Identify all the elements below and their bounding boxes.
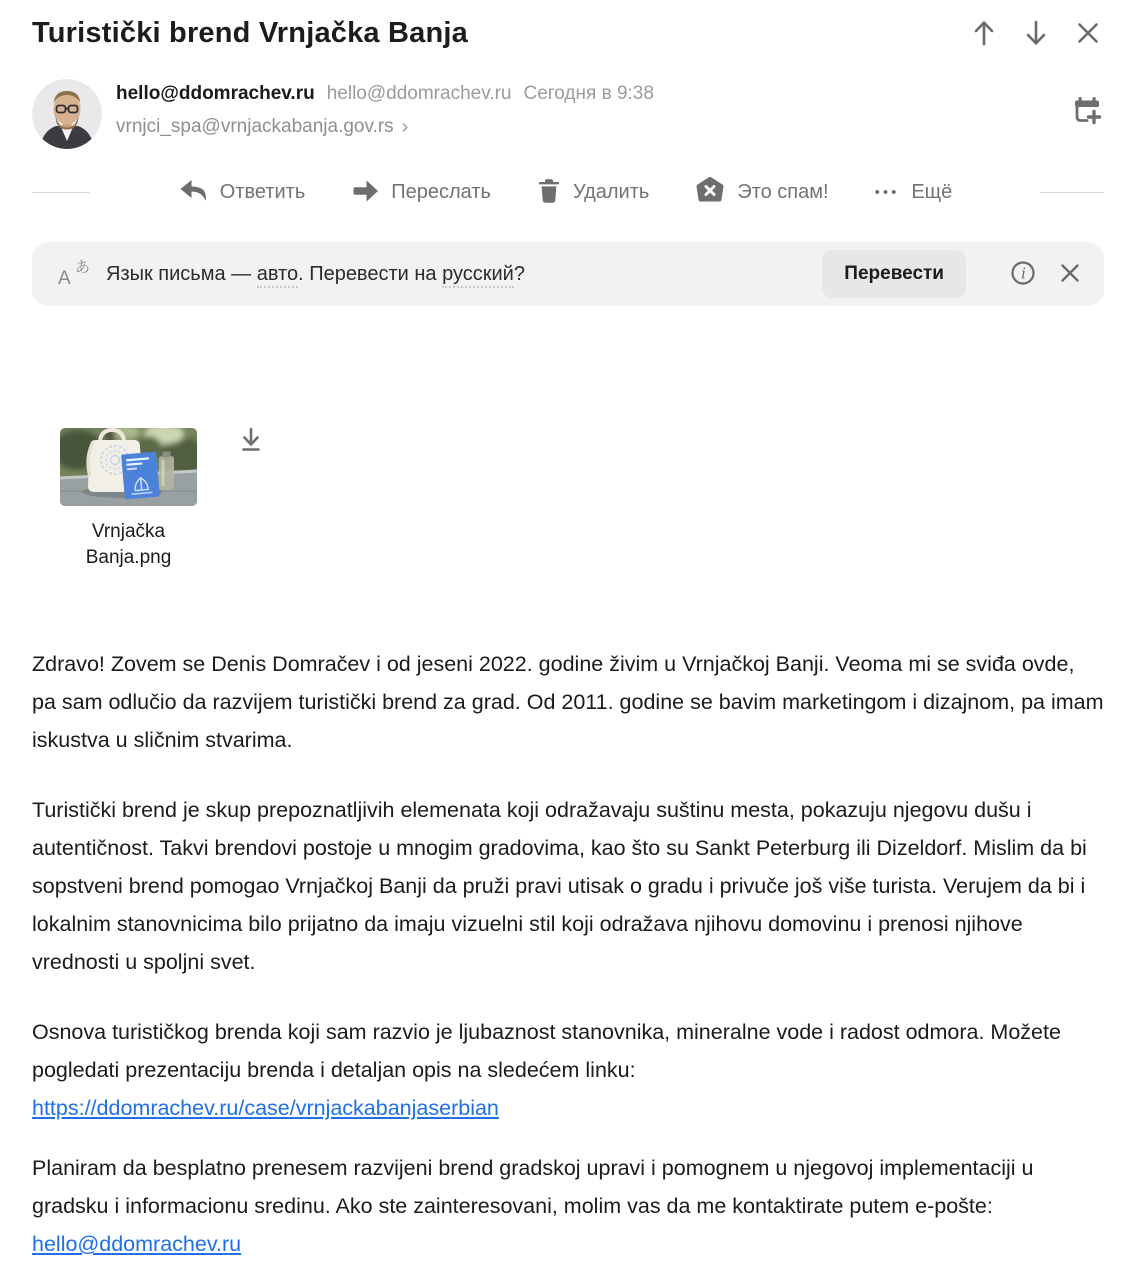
sender-avatar[interactable] bbox=[32, 79, 102, 149]
contact-email-link[interactable]: hello@ddomrachev.ru bbox=[32, 1232, 242, 1256]
translate-message-middle: . Перевести на bbox=[298, 262, 443, 285]
translate-message-suffix: ? bbox=[513, 262, 525, 285]
sender-block bbox=[32, 79, 1104, 149]
attachments-section bbox=[32, 428, 1104, 571]
spam-button[interactable] bbox=[695, 177, 828, 207]
translate-button[interactable]: Перевести bbox=[822, 250, 966, 298]
attachment-item[interactable] bbox=[60, 428, 197, 571]
body-paragraph-2: Turistički brend je skup prepoznatljivih elemenata koji odražavaju suštinu mesta, pokazuju njegovu dušu i autentičnost. Takvi brendovi postoje u mnogim gradovima, kao što su Sankt Peterburg ili Dizeldorf. Mislim da bi sopstveni brend pomogao Vrnjačkoj Banji da pruži pravi utisak o gradu i privuče još više turista. Verujem da bi i lokalnim stanovnicima bilo prijatno da imaju vizuelni stil koji odražava njihovu domovinu i prenosi njihove vrednosti u spoljni svet. bbox=[32, 798, 1087, 974]
close-icon bbox=[1074, 18, 1102, 51]
delete-label: Удалить bbox=[572, 180, 650, 203]
forward-button[interactable] bbox=[351, 178, 491, 207]
translate-close-button[interactable] bbox=[1058, 261, 1082, 288]
translate-bar-actions bbox=[822, 250, 1082, 298]
download-attachment-button[interactable] bbox=[237, 426, 265, 459]
close-icon bbox=[1058, 261, 1082, 288]
download-icon bbox=[237, 426, 265, 459]
reply-button[interactable] bbox=[178, 178, 306, 207]
calendar-plus-icon bbox=[1070, 93, 1104, 130]
close-email-button[interactable] bbox=[1074, 18, 1102, 51]
trash-icon bbox=[537, 177, 561, 207]
sender-info bbox=[116, 79, 1070, 138]
reply-label: Ответить bbox=[219, 180, 306, 203]
forward-label: Переслать bbox=[391, 180, 491, 203]
reply-arrow-icon bbox=[178, 178, 208, 207]
svg-text:i: i bbox=[1021, 264, 1026, 282]
more-label: Ещё bbox=[911, 180, 953, 203]
window-controls bbox=[970, 18, 1102, 51]
ellipsis-icon: ••• bbox=[874, 183, 900, 201]
next-email-button[interactable] bbox=[1022, 18, 1050, 51]
forward-arrow-icon bbox=[351, 178, 379, 207]
sender-address: hello@ddomrachev.ru bbox=[326, 83, 512, 104]
more-button[interactable] bbox=[875, 181, 953, 204]
arrow-up-icon bbox=[970, 18, 998, 51]
body-paragraph-3 bbox=[32, 1013, 1104, 1127]
body-paragraph-3-text: Osnova turističkog brenda koji sam razvio je ljubaznost stanovnika, mineralne vode i radost odmora. Možete pogledati prezentaciju brenda i detaljan opis na sledećem linku: bbox=[32, 1020, 1061, 1082]
body-paragraph-1: Zdravo! Zovem se Denis Domračev i od jeseni 2022. godine živim u Vrnjačkoj Banji. Veoma mi se sviđa ovde, pa sam odlučio da razvijem turistički brend za grad. Od 2011. godine se bavim marketingom i dizajnom, pa imam iskustva u sličnim stvarima. bbox=[32, 652, 1104, 752]
sender-line-from bbox=[116, 83, 1070, 105]
sender-name[interactable]: hello@ddomrachev.ru bbox=[116, 83, 315, 104]
spam-label: Это спам! bbox=[737, 180, 829, 203]
translate-bar bbox=[32, 242, 1104, 306]
arrow-down-icon bbox=[1022, 18, 1050, 51]
email-subject: Turistički brend Vrnjačka Banja bbox=[32, 17, 468, 49]
target-language-dropdown[interactable]: русский bbox=[442, 263, 514, 288]
translate-info-button[interactable] bbox=[1010, 260, 1036, 289]
attachment-filename: Vrnjačka Banja.png bbox=[85, 521, 172, 568]
message-toolbar bbox=[32, 175, 1104, 209]
translate-icon: A あ bbox=[58, 259, 90, 289]
brand-presentation-link[interactable]: https://ddomrachev.ru/case/vrnjackabanjaserbian bbox=[32, 1096, 499, 1120]
recipient-line[interactable] bbox=[116, 116, 1070, 138]
body-paragraph-4 bbox=[32, 1149, 1104, 1263]
delete-button[interactable] bbox=[537, 177, 649, 207]
email-header bbox=[32, 16, 1104, 51]
add-to-calendar-button[interactable] bbox=[1070, 93, 1104, 130]
translate-message-prefix: Язык письма — bbox=[106, 262, 257, 285]
previous-email-button[interactable] bbox=[970, 18, 998, 51]
message-body bbox=[32, 645, 1104, 1263]
divider-line-left bbox=[32, 192, 90, 193]
translate-message bbox=[106, 263, 822, 286]
info-icon bbox=[1010, 260, 1036, 289]
attachment-thumbnail[interactable] bbox=[60, 428, 197, 506]
recipient-address: vrnjci_spa@vrnjackabanja.gov.rs bbox=[116, 116, 394, 137]
chevron-right-icon: › bbox=[401, 116, 409, 138]
divider-line-right bbox=[1040, 192, 1104, 193]
email-view bbox=[0, 16, 1136, 1280]
detected-language-dropdown[interactable]: авто bbox=[257, 263, 298, 288]
spam-icon bbox=[695, 177, 725, 207]
sent-time: Сегодня в 9:38 bbox=[523, 83, 654, 104]
body-paragraph-4-text: Planiram da besplatno prenesem razvijeni brend gradskoj upravi i pomognem u njegovoj implementaciji u gradsku i informacionu sredinu. Ako ste zainteresovani, molim vas da me kontaktirate putem e-pošte: bbox=[32, 1156, 1034, 1218]
